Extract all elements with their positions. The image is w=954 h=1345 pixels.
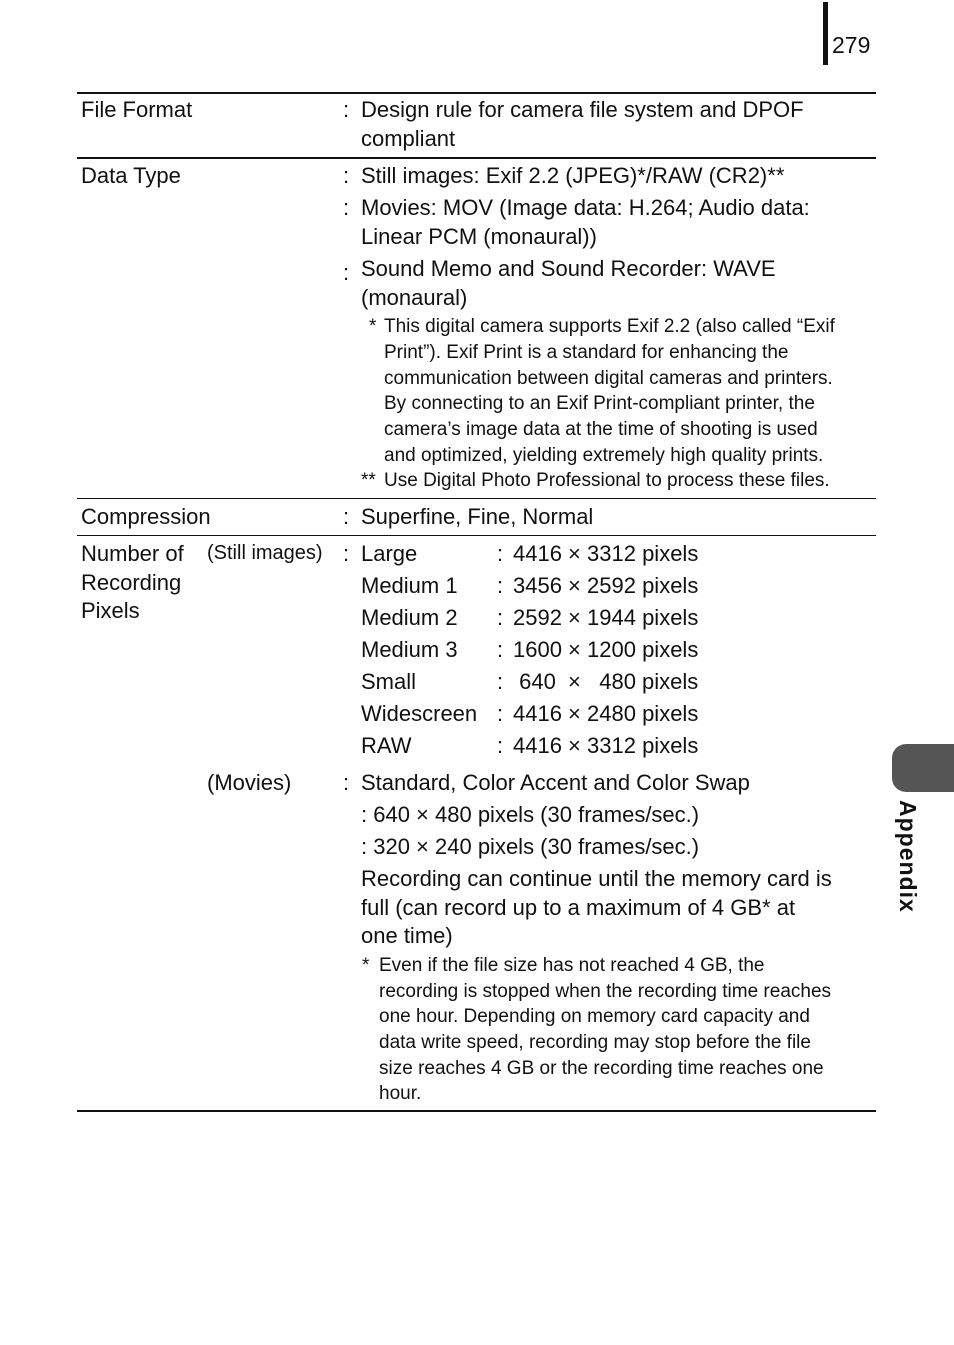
footnote-line: Print”). Exif Print is a standard for enhancing the	[384, 342, 789, 363]
footnote-line: one hour. Depending on memory card capacity and	[379, 1006, 810, 1027]
table-rule-top	[77, 92, 876, 94]
compression-value: Superfine, Fine, Normal	[361, 504, 594, 529]
resolution-name: RAW	[361, 733, 412, 758]
data-type-sound-line: (monaural)	[361, 285, 468, 310]
footnote-line: By connecting to an Exif Print-compliant printer, the	[384, 393, 815, 414]
footnote-line: and optimized, yielding extremely high quality prints.	[384, 445, 824, 466]
resolution-value: 1600 × 1200 pixels	[513, 637, 699, 662]
table-rule-file-format	[77, 157, 876, 159]
resolution-name: Widescreen	[361, 701, 478, 726]
footnote-line: camera’s image data at the time of shooting is used	[384, 419, 818, 440]
movies-sublabel: (Movies)	[207, 770, 292, 795]
recording-pixels-label-line: Pixels	[81, 598, 140, 623]
movies-paragraph-line: Recording can continue until the memory card is	[361, 866, 832, 891]
data-type-still-line: Still images: Exif 2.2 (JPEG)*/RAW (CR2)**	[361, 163, 785, 188]
data-type-sound-line: Sound Memo and Sound Recorder: WAVE	[361, 256, 776, 281]
file-format-label: File Format	[81, 97, 193, 122]
colon: :	[343, 541, 350, 566]
footnote-line: communication between digital cameras and printers.	[384, 368, 833, 389]
footnote-line: recording is stopped when the recording time reaches	[379, 981, 832, 1002]
compression-label: Compression	[81, 504, 211, 529]
colon: :	[497, 605, 504, 630]
movies-paragraph-line: one time)	[361, 923, 453, 948]
colon: :	[343, 163, 350, 188]
movies-paragraph-line: full (can record up to a maximum of 4 GB* at	[361, 895, 796, 920]
footnote-line: size reaches 4 GB or the recording time reaches one	[379, 1058, 824, 1079]
table-rule-bottom	[77, 1110, 876, 1112]
page-number-bar	[823, 2, 828, 65]
resolution-value: 3456 × 2592 pixels	[513, 573, 699, 598]
resolution-value: 4416 × 3312 pixels	[513, 733, 699, 758]
footnote-line: hour.	[379, 1083, 422, 1104]
table-rule-data-type	[77, 498, 876, 499]
colon: :	[343, 97, 350, 122]
resolution-value: 2592 × 1944 pixels	[513, 605, 699, 630]
footnote-line: Even if the file size has not reached 4 GB, the	[379, 955, 765, 976]
colon: :	[497, 637, 504, 662]
still-images-sublabel: (Still images)	[207, 542, 323, 564]
movies-modes-line: Standard, Color Accent and Color Swap	[361, 770, 750, 795]
resolution-name: Medium 3	[361, 637, 458, 662]
colon: :	[343, 770, 350, 795]
movies-resolution-line: : 320 × 240 pixels (30 frames/sec.)	[361, 834, 700, 859]
footnote-line: Use Digital Photo Professional to process these files.	[384, 470, 830, 491]
colon: :	[343, 504, 350, 529]
movies-resolution-line: : 640 × 480 pixels (30 frames/sec.)	[361, 802, 700, 827]
data-type-label: Data Type	[81, 163, 181, 188]
colon: :	[343, 195, 350, 220]
data-type-movies-line: Linear PCM (monaural))	[361, 224, 597, 249]
colon: :	[497, 573, 504, 598]
footnote-mark: **	[361, 470, 376, 491]
colon: :	[497, 541, 504, 566]
colon: :	[497, 733, 504, 758]
data-type-movies-line: Movies: MOV (Image data: H.264; Audio data:	[361, 195, 810, 220]
resolution-value: 4416 × 3312 pixels	[513, 541, 699, 566]
appendix-side-tab	[892, 744, 954, 792]
file-format-value-line: compliant	[361, 126, 456, 151]
recording-pixels-label-line: Recording	[81, 570, 182, 595]
colon: :	[497, 669, 504, 694]
table-rule-compression	[77, 535, 876, 536]
resolution-value: 4416 × 2480 pixels	[513, 701, 699, 726]
resolution-value: 640 × 480 pixels	[513, 669, 699, 694]
file-format-value-line: Design rule for camera file system and DPOF	[361, 97, 804, 122]
footnote-mark: *	[369, 316, 377, 337]
resolution-name: Large	[361, 541, 418, 566]
footnote-line: This digital camera supports Exif 2.2 (also called “Exif	[384, 316, 835, 337]
footnote-line: data write speed, recording may stop before the file	[379, 1032, 811, 1053]
appendix-side-label: Appendix	[895, 800, 921, 913]
footnote-mark: *	[362, 955, 370, 976]
recording-pixels-label-line: Number of	[81, 541, 184, 566]
resolution-name: Medium 1	[361, 573, 458, 598]
colon: :	[497, 701, 504, 726]
page-number: 279	[832, 32, 871, 58]
resolution-name: Small	[361, 669, 417, 694]
resolution-name: Medium 2	[361, 605, 458, 630]
colon: :	[343, 260, 350, 285]
